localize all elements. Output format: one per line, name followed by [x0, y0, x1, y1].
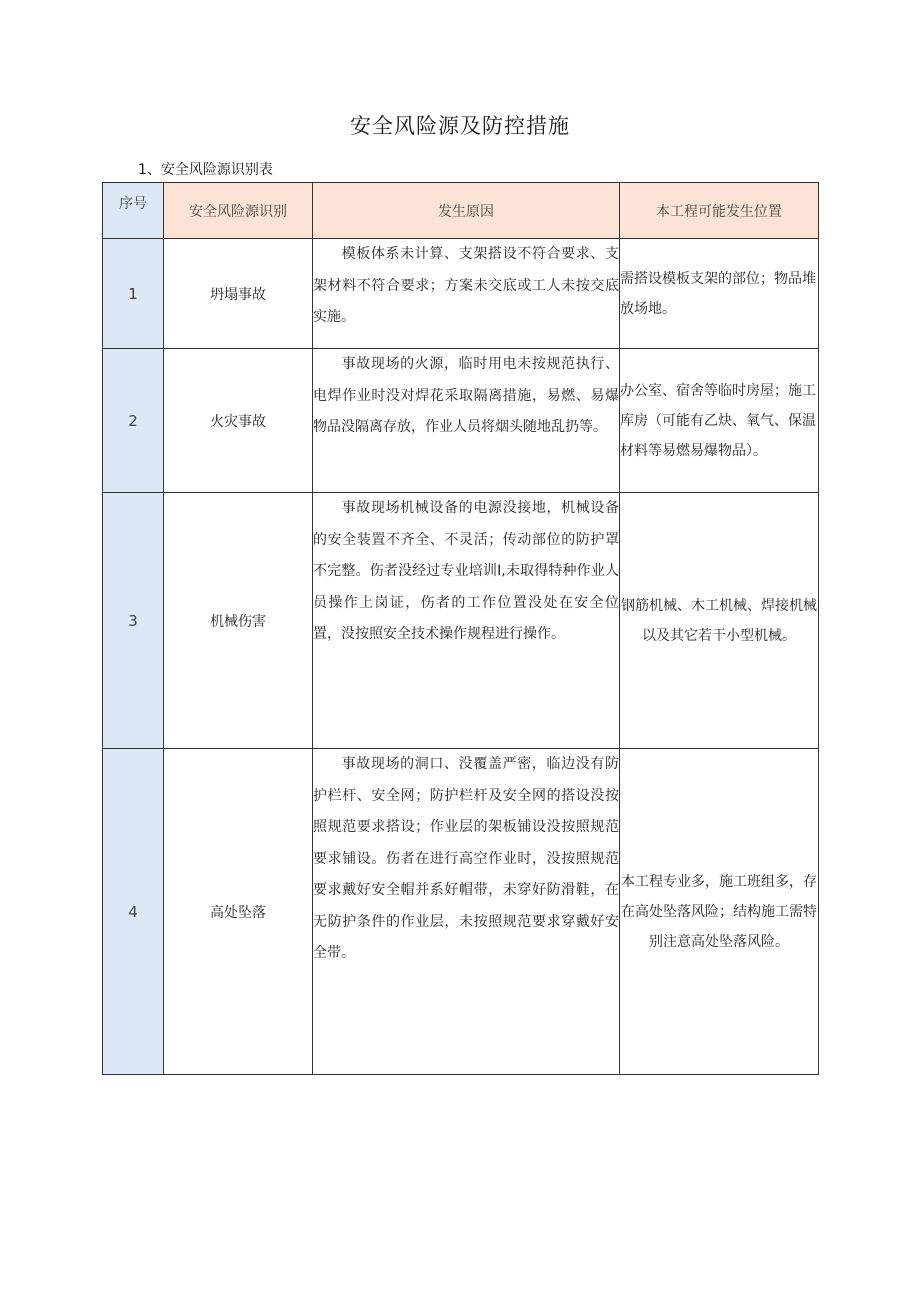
risk-location: 办公室、宿舍等临时房屋；施工库房（可能有乙炔、氧气、保温材料等易燃易爆物品）。 [620, 349, 819, 493]
risk-cause-text: 事故现场机械设备的电源没接地，机械设备的安全装置不齐全、不灵活；传动部位的防护罩不完整。伤者没经过专业培训I,未取得特种作业人员操作上岗证，伤者的工作位置没处在安全位置，没按照安全技术操作规程进行操作。 [313, 500, 619, 642]
table-row [103, 239, 819, 349]
risk-location: 需搭设模板支架的部位；物品堆放场地。 [620, 239, 819, 349]
row-number: 4 [103, 749, 164, 1075]
header-no: 序号 [103, 183, 164, 239]
risk-location: 本工程专业多，施工班组多，存在高处坠落风险；结构施工需特别注意高处坠落风险。 [620, 749, 819, 1075]
table-row [103, 349, 819, 493]
risk-cause [313, 749, 620, 1075]
risk-cause-text: 事故现场的洞口、没覆盖严密，临边没有防护栏杆、安全网；防护栏杆及安全网的搭设没按照规范要求搭设；作业层的架板铺设没按照规范要求铺设。伤者在进行高空作业时，没按照规范要求戴好安全帽并系好帽带，未穿好防滑鞋，在无防护条件的作业层，未按照规范要求穿戴好安全带。 [313, 756, 619, 961]
header-cause: 发生原因 [313, 183, 620, 239]
risk-cause-text: 事故现场的火源，临时用电未按规范执行、电焊作业时没对焊花采取隔离措施，易燃、易爆物品没隔离存放，作业人员将烟头随地乱扔等。 [313, 356, 619, 435]
document-title: 安全风险源及防控措施 [350, 114, 570, 138]
table-row [103, 749, 819, 1075]
risk-location: 钢筋机械、木工机械、焊接机械以及其它若干小型机械。 [620, 493, 819, 749]
risk-source-name: 火灾事故 [164, 349, 313, 493]
risk-source-table [102, 182, 819, 1075]
risk-source-name: 高处坠落 [164, 749, 313, 1075]
risk-source-name: 机械伤害 [164, 493, 313, 749]
row-number: 3 [103, 493, 164, 749]
risk-cause-text: 模板体系未计算、支架搭设不符合要求、支架材料不符合要求；方案未交底或工人未按交底实施。 [313, 246, 619, 325]
table-row [103, 493, 819, 749]
risk-source-name: 坍塌事故 [164, 239, 313, 349]
header-source: 安全风险源识别 [164, 183, 313, 239]
risk-cause [313, 493, 620, 749]
risk-cause [313, 239, 620, 349]
row-number: 1 [103, 239, 164, 349]
table-header-row [103, 183, 819, 239]
header-location: 本工程可能发生位置 [620, 183, 819, 239]
section-title: 1、安全风险源识别表 [138, 162, 273, 178]
row-number: 2 [103, 349, 164, 493]
risk-cause [313, 349, 620, 493]
